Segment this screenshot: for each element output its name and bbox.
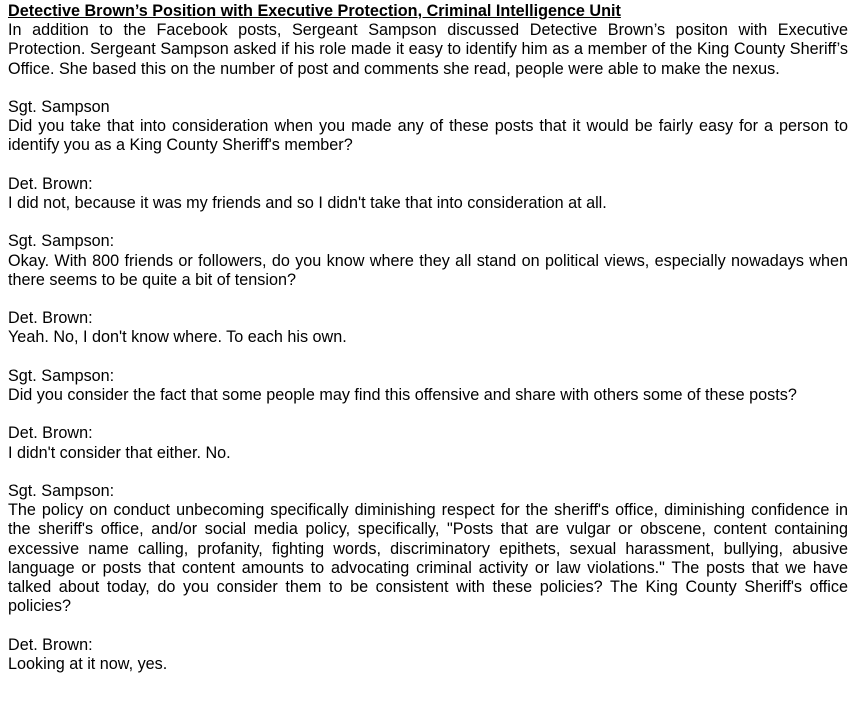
speech-text: Did you take that into consideration when you made any of these posts that it would be fairly easy for a person to identify you as a King County Sheriff's member? [8,117,848,155]
exchange-brown-4 [8,636,848,674]
speaker-label: Sgt. Sampson: [8,481,115,500]
speech-text: Looking at it now, yes. [8,654,168,673]
speaker-label: Sgt. Sampson [8,98,110,116]
speech-text: Okay. With 800 friends or followers, do you know where they all stand on political views, especially nowadays when there seems to be quite a bit of tension? [8,251,848,289]
speaker-label: Det. Brown: [8,174,93,193]
speaker-label: Det. Brown: [8,635,93,654]
section-title: Detective Brown’s Position with Executive Protection, Criminal Intelligence Unit [8,2,621,20]
document-body [8,2,848,674]
exchange-sampson-4 [8,482,848,616]
speech-text: I didn't consider that either. No. [8,443,231,462]
exchange-brown-1 [8,175,848,213]
speech-text: Yeah. No, I don't know where. To each his own. [8,328,347,347]
exchange-brown-2 [8,309,848,347]
speaker-label: Sgt. Sampson: [8,366,115,385]
speaker-label: Sgt. Sampson: [8,232,115,251]
speaker-label: Det. Brown: [8,309,93,328]
exchange-sampson-1 [8,98,848,156]
exchange-sampson-3 [8,367,848,405]
speaker-label: Det. Brown: [8,424,93,443]
exchange-sampson-2 [8,232,848,290]
speech-text: The policy on conduct unbecoming specifically diminishing respect for the sheriff's office, diminishing confidence in the sheriff's office, and/or social media policy, specifically, "Posts that are vulgar or obscene, content containing excessive name calling, profanity, fighting words, discriminatory epithets, sexual harassment, bullying, abusive language or posts that content amounts to advocating criminal activity or law violations." The posts that we have talked about today, do you consider them to be consistent with these policies? The King County Sheriff's office policies? [8,501,848,616]
speech-text: I did not, because it was my friends and so I didn't take that into consideration at all. [8,194,607,212]
intro-paragraph: In addition to the Facebook posts, Sergeant Sampson discussed Detective Brown’s positon with Executive Protection. Sergeant Sampson asked if his role made it easy to identify him as a member of the King County Sheriff’s Office. She based this on the number of post and comments she read, people were able to make the nexus. [8,21,848,78]
exchange-brown-3 [8,424,848,462]
speech-text: Did you consider the fact that some people may find this offensive and share with others some of these posts? [8,385,797,404]
